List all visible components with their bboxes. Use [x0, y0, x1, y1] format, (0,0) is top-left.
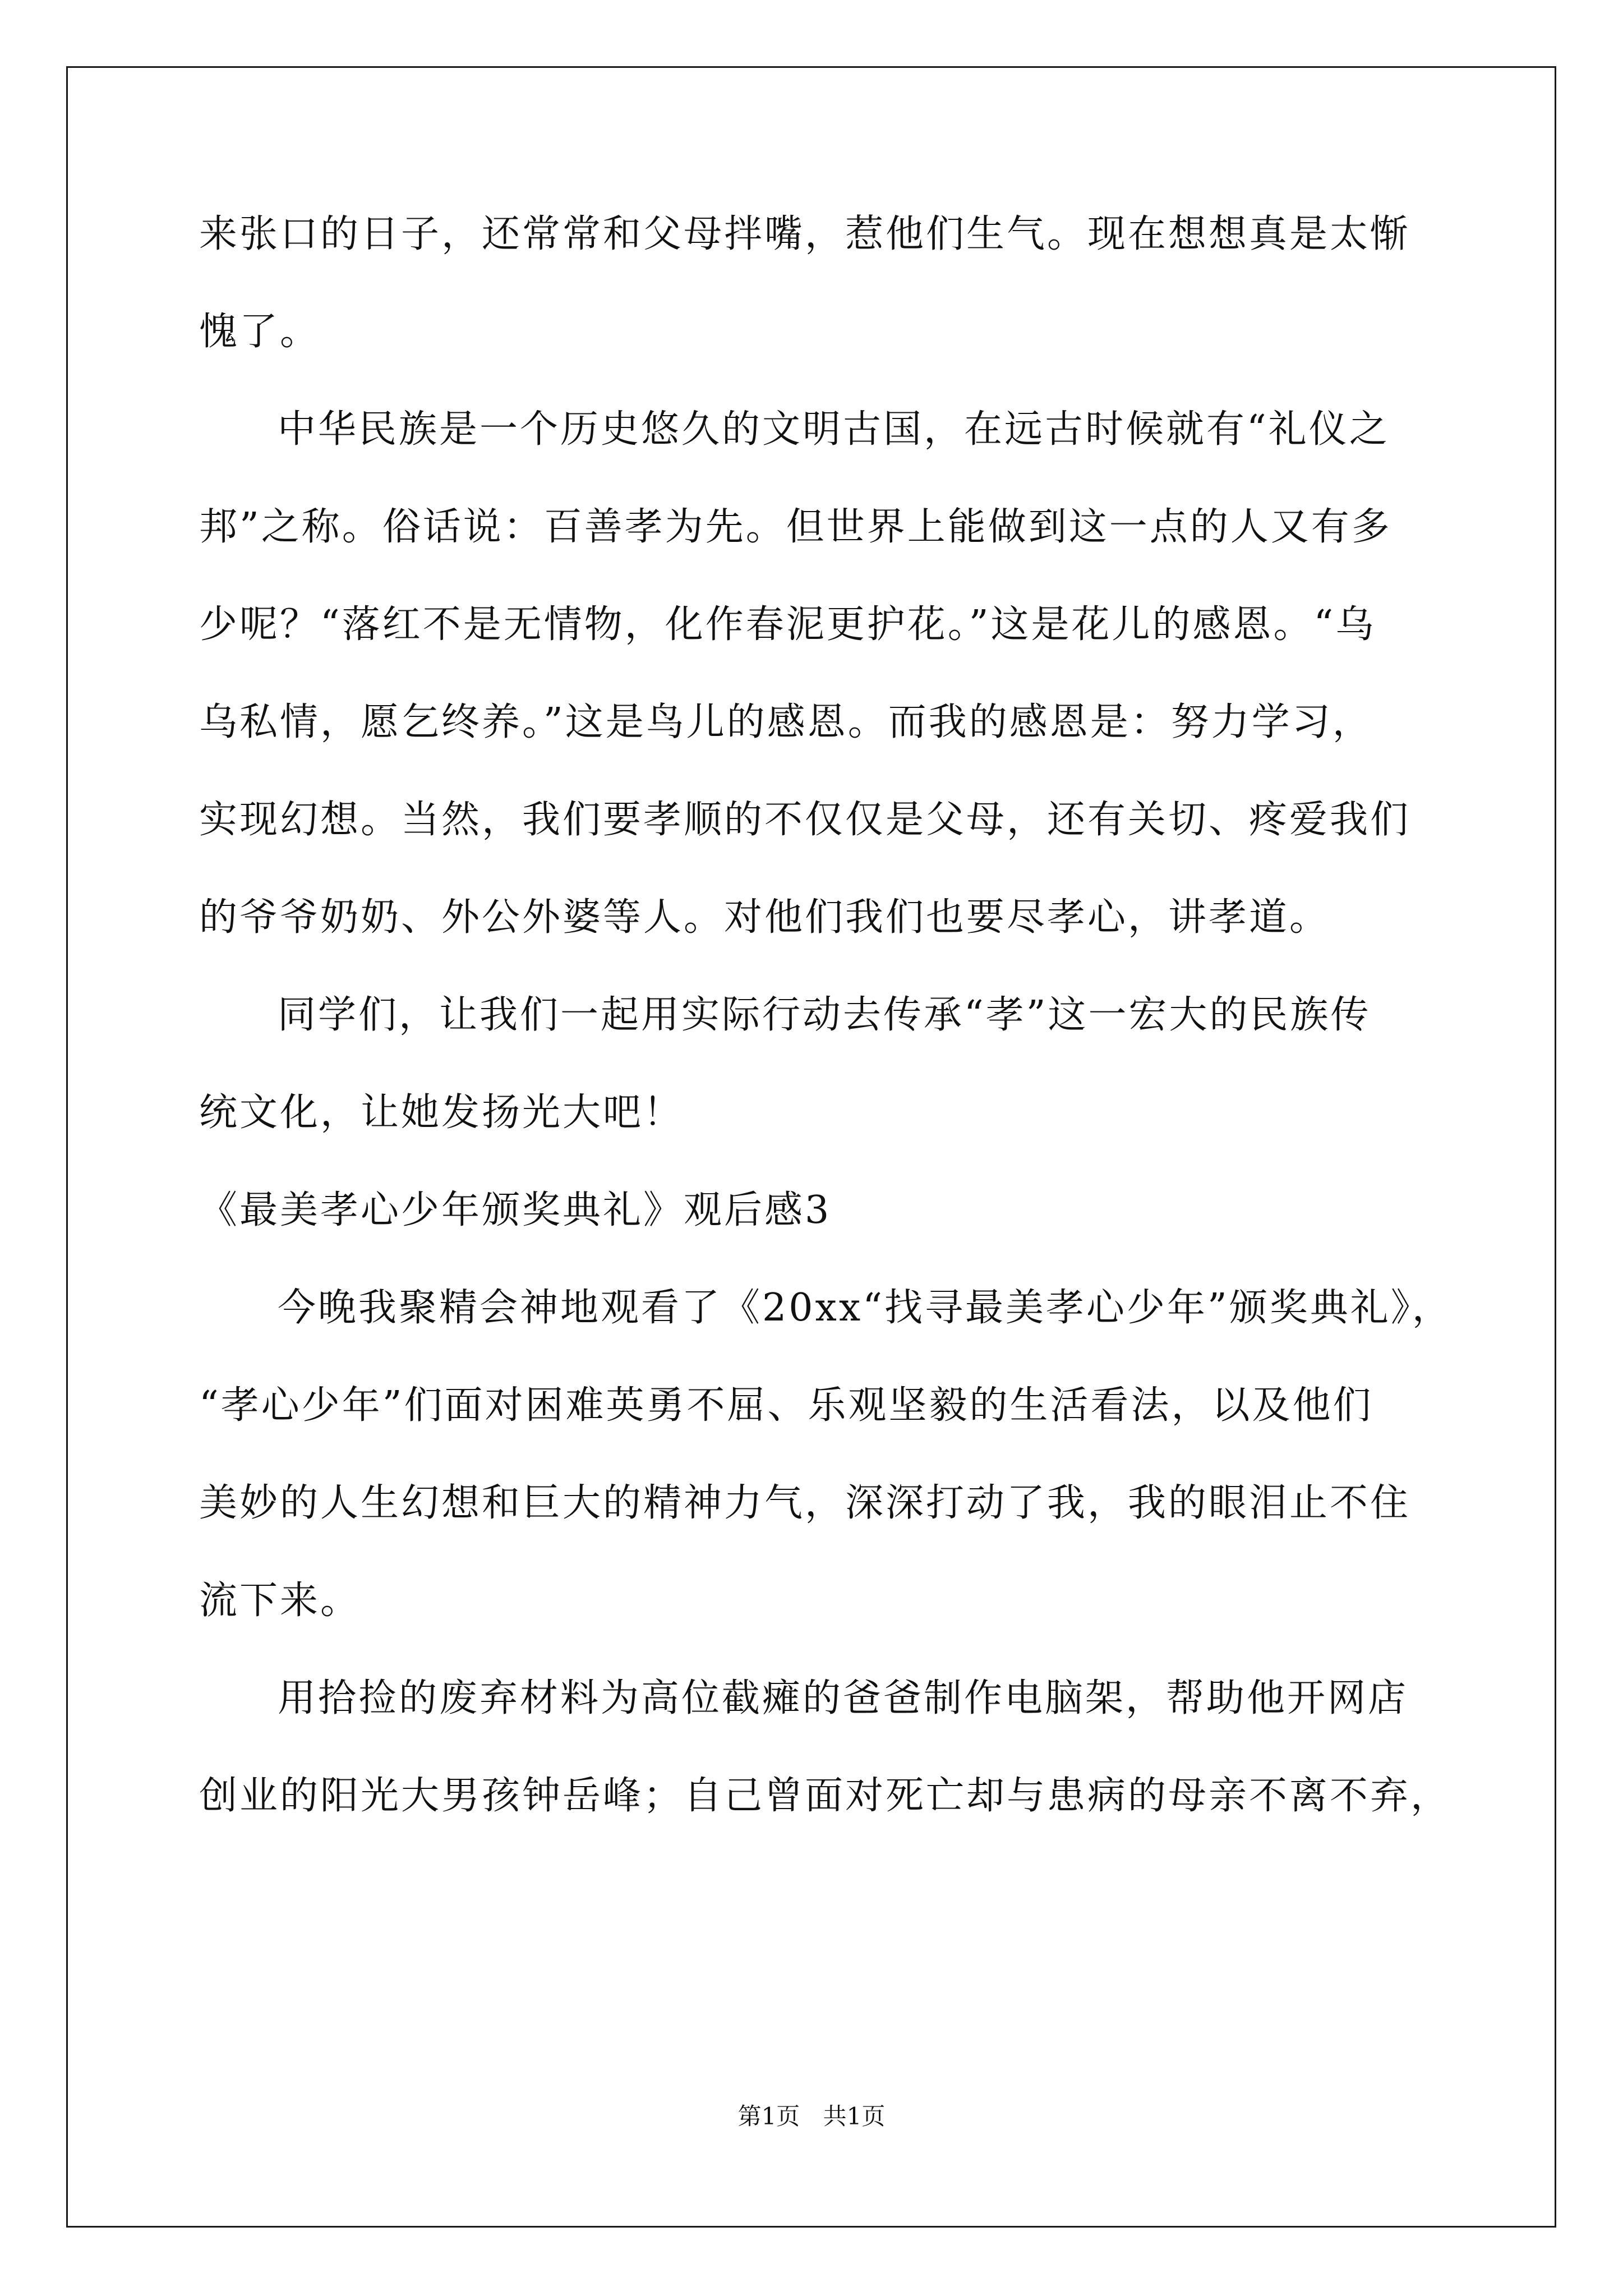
- paragraph-line: 邦”之称。俗话说：百善孝为先。但世界上能做到这一点的人又有多: [199, 505, 1392, 549]
- paragraph-line: 乌私情，愿乞终养。”这是鸟儿的感恩。而我的感恩是：努力学习，: [199, 700, 1373, 744]
- page-footer: [0, 2102, 1623, 2131]
- paragraph-line: 今晚我聚精会神地观看了《20xx“找寻最美孝心少年”颁奖典礼》，: [278, 1286, 1453, 1330]
- paragraph-line: 用拾捡的废弃材料为高位截瘫的爸爸制作电脑架，帮助他开网店: [278, 1676, 1409, 1720]
- page-total: 共1页: [823, 2102, 886, 2130]
- page-number: 第1页: [737, 2102, 800, 2130]
- paragraph-line: 中华民族是一个历史悠久的文明古国，在远古时候就有“礼仪之: [278, 407, 1390, 452]
- paragraph-line: 的爷爷奶奶、外公外婆等人。对他们我们也要尽孝心，讲孝道。: [199, 895, 1330, 940]
- paragraph-line: 实现幻想。当然，我们要孝顺的不仅仅是父母，还有关切、疼爱我们: [199, 798, 1411, 842]
- paragraph-line: 同学们，让我们一起用实际行动去传承“孝”这一宏大的民族传: [278, 993, 1371, 1037]
- paragraph-line: “孝心少年”们面对困难英勇不屈、乐观坚毅的生活看法，以及他们: [199, 1383, 1373, 1428]
- section-heading: 《最美孝心少年颁奖典礼》观后感3: [199, 1188, 832, 1232]
- paragraph-line: 愧了。: [199, 310, 321, 354]
- page-border: [66, 66, 1556, 2228]
- paragraph-line: 统文化，让她发扬光大吧！: [199, 1091, 684, 1135]
- paragraph-line: 流下来。: [199, 1579, 361, 1623]
- paragraph-line: 美妙的人生幻想和巨大的精神力气，深深打动了我，我的眼泪止不住: [199, 1481, 1411, 1525]
- paragraph-line: 来张口的日子，还常常和父母拌嘴，惹他们生气。现在想想真是太惭: [199, 212, 1411, 256]
- paragraph-line: 少呢？“落红不是无情物，化作春泥更护花。”这是花儿的感恩。“乌: [199, 602, 1376, 647]
- paragraph-line: 创业的阳光大男孩钟岳峰；自己曾面对死亡却与患病的母亲不离不弃，: [199, 1774, 1451, 1818]
